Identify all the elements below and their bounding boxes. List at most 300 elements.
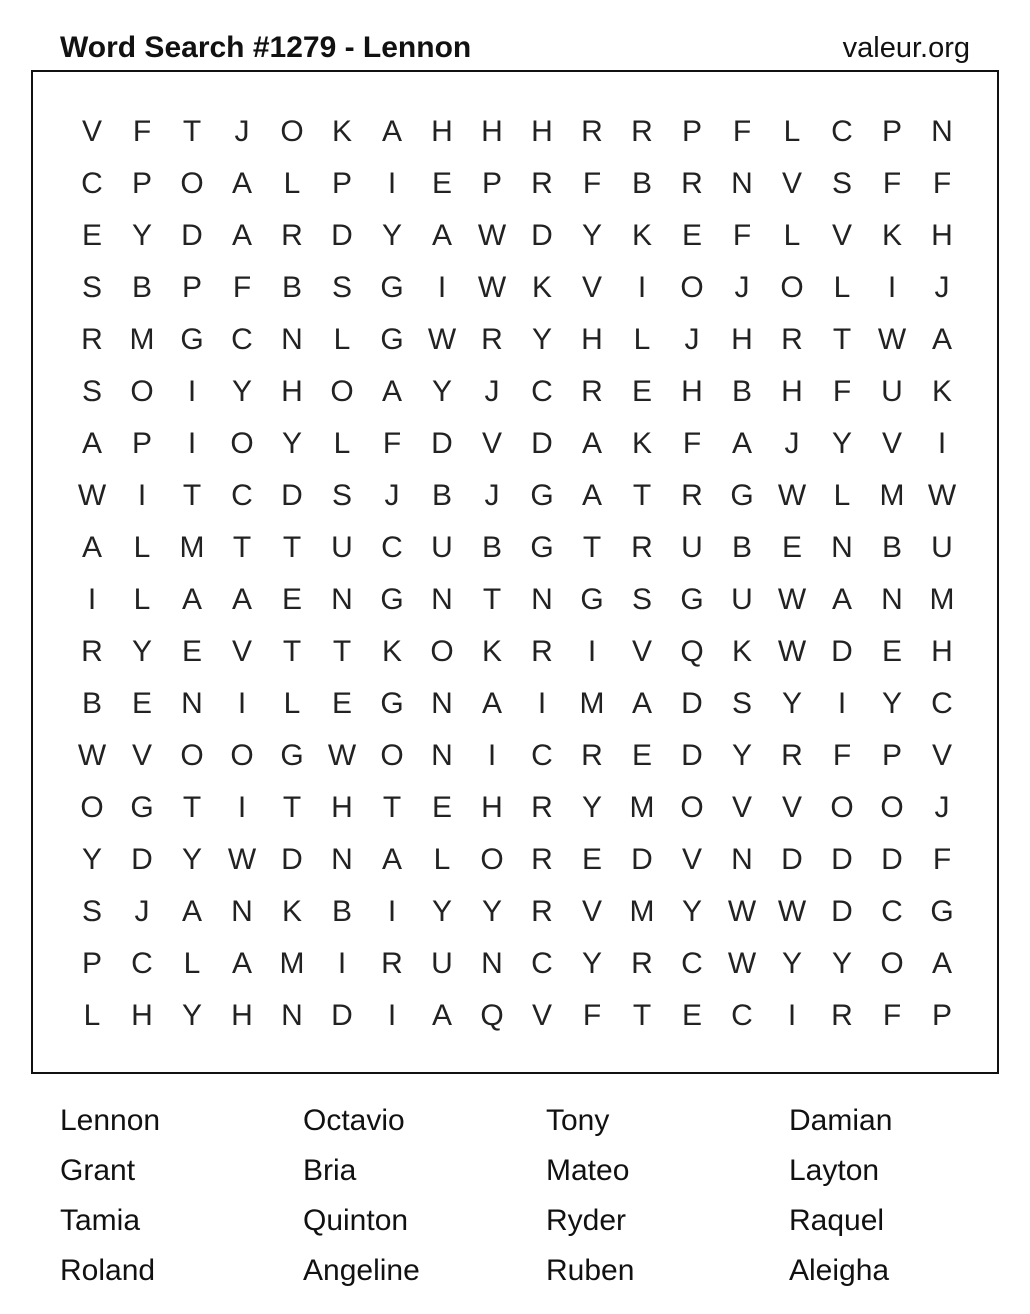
grid-cell[interactable]: T <box>382 791 402 824</box>
grid-cell[interactable]: E <box>781 531 802 564</box>
grid-cell[interactable]: T <box>582 531 602 564</box>
grid-cell[interactable]: S <box>81 375 102 408</box>
grid-cell[interactable]: E <box>431 791 452 824</box>
grid-cell[interactable]: U <box>881 375 903 408</box>
grid-cell[interactable]: L <box>133 583 151 616</box>
grid-cell[interactable]: E <box>681 219 702 252</box>
grid-cell[interactable]: T <box>482 583 502 616</box>
grid-cell[interactable]: Y <box>181 999 202 1032</box>
grid-cell[interactable]: N <box>231 895 253 928</box>
grid-cell[interactable]: H <box>931 219 953 252</box>
grid-cell[interactable]: D <box>831 635 853 668</box>
grid-cell[interactable]: B <box>631 167 652 200</box>
grid-cell[interactable]: C <box>81 167 103 200</box>
grid-cell[interactable]: G <box>180 323 204 356</box>
grid-cell[interactable]: E <box>181 635 202 668</box>
grid-cell[interactable]: V <box>581 271 602 304</box>
grid-cell[interactable]: G <box>930 895 954 928</box>
grid-cell[interactable]: H <box>431 115 453 148</box>
grid-cell[interactable]: Y <box>431 375 452 408</box>
grid-cell[interactable]: E <box>581 843 602 876</box>
grid-cell[interactable]: A <box>231 219 252 252</box>
grid-cell[interactable]: U <box>431 947 453 980</box>
grid-cell[interactable]: N <box>281 999 303 1032</box>
grid-cell[interactable]: U <box>731 583 753 616</box>
grid-cell[interactable]: M <box>629 791 655 824</box>
grid-cell[interactable]: R <box>281 219 303 252</box>
grid-cell[interactable]: V <box>831 219 852 252</box>
grid-cell[interactable]: W <box>427 323 457 356</box>
grid-cell[interactable]: R <box>831 999 853 1032</box>
grid-cell[interactable]: Y <box>231 375 252 408</box>
grid-cell[interactable]: A <box>631 687 652 720</box>
grid-cell[interactable]: N <box>331 583 353 616</box>
grid-cell[interactable]: G <box>130 791 154 824</box>
grid-cell[interactable]: R <box>631 947 653 980</box>
grid-cell[interactable]: P <box>331 167 352 200</box>
grid-cell[interactable]: L <box>783 115 801 148</box>
grid-cell[interactable]: I <box>887 271 897 304</box>
grid-cell[interactable]: H <box>331 791 353 824</box>
grid-cell[interactable]: N <box>431 583 453 616</box>
grid-cell[interactable]: N <box>181 687 203 720</box>
grid-cell[interactable]: O <box>280 115 304 148</box>
grid-cell[interactable]: B <box>731 375 752 408</box>
grid-cell[interactable]: V <box>81 115 102 148</box>
grid-cell[interactable]: I <box>437 271 447 304</box>
grid-cell[interactable]: K <box>931 375 952 408</box>
grid-cell[interactable]: J <box>384 479 400 512</box>
grid-cell[interactable]: Y <box>381 219 402 252</box>
grid-cell[interactable]: G <box>730 479 754 512</box>
grid-cell[interactable]: H <box>531 115 553 148</box>
grid-cell[interactable]: T <box>282 531 302 564</box>
grid-cell[interactable]: K <box>881 219 902 252</box>
grid-cell[interactable]: I <box>237 791 247 824</box>
grid-cell[interactable]: I <box>187 375 197 408</box>
grid-cell[interactable]: R <box>531 843 553 876</box>
grid-cell[interactable]: F <box>932 167 952 200</box>
grid-cell[interactable]: N <box>331 843 353 876</box>
grid-cell[interactable]: O <box>180 739 204 772</box>
grid-cell[interactable]: C <box>531 739 553 772</box>
grid-cell[interactable]: O <box>180 167 204 200</box>
grid-cell[interactable]: H <box>781 375 803 408</box>
grid-cell[interactable]: I <box>487 739 497 772</box>
grid-cell[interactable]: C <box>531 375 553 408</box>
grid-cell[interactable]: V <box>731 791 752 824</box>
grid-cell[interactable]: I <box>937 427 947 460</box>
grid-cell[interactable]: I <box>837 687 847 720</box>
grid-cell[interactable]: I <box>587 635 597 668</box>
grid-cell[interactable]: E <box>281 583 302 616</box>
grid-cell[interactable]: O <box>330 375 354 408</box>
grid-cell[interactable]: D <box>281 479 303 512</box>
grid-cell[interactable]: V <box>531 999 552 1032</box>
grid-cell[interactable]: W <box>777 583 807 616</box>
grid-cell[interactable]: G <box>380 583 404 616</box>
grid-cell[interactable]: V <box>781 791 802 824</box>
grid-cell[interactable]: E <box>631 739 652 772</box>
grid-cell[interactable]: N <box>431 687 453 720</box>
grid-cell[interactable]: L <box>833 271 851 304</box>
grid-cell[interactable]: A <box>931 947 952 980</box>
grid-cell[interactable]: I <box>187 427 197 460</box>
grid-cell[interactable]: D <box>281 843 303 876</box>
grid-cell[interactable]: W <box>77 739 107 772</box>
grid-cell[interactable]: Y <box>831 947 852 980</box>
grid-cell[interactable]: R <box>681 479 703 512</box>
grid-cell[interactable]: L <box>783 219 801 252</box>
grid-cell[interactable]: R <box>581 739 603 772</box>
grid-cell[interactable]: L <box>283 167 301 200</box>
grid-cell[interactable]: C <box>231 479 253 512</box>
grid-cell[interactable]: K <box>381 635 402 668</box>
grid-cell[interactable]: J <box>484 375 500 408</box>
grid-cell[interactable]: B <box>481 531 502 564</box>
grid-cell[interactable]: W <box>777 635 807 668</box>
grid-cell[interactable]: R <box>631 531 653 564</box>
grid-cell[interactable]: B <box>131 271 152 304</box>
grid-cell[interactable]: M <box>629 895 655 928</box>
grid-cell[interactable]: G <box>580 583 604 616</box>
grid-cell[interactable]: M <box>929 583 955 616</box>
grid-cell[interactable]: N <box>881 583 903 616</box>
grid-cell[interactable]: O <box>480 843 504 876</box>
grid-cell[interactable]: D <box>431 427 453 460</box>
grid-cell[interactable]: A <box>231 583 252 616</box>
grid-cell[interactable]: L <box>333 427 351 460</box>
grid-cell[interactable]: T <box>282 791 302 824</box>
grid-cell[interactable]: I <box>387 895 397 928</box>
grid-cell[interactable]: W <box>727 895 757 928</box>
grid-cell[interactable]: R <box>581 375 603 408</box>
grid-cell[interactable]: F <box>382 427 402 460</box>
grid-cell[interactable]: Y <box>681 895 702 928</box>
grid-cell[interactable]: G <box>280 739 304 772</box>
grid-cell[interactable]: Y <box>581 947 602 980</box>
grid-cell[interactable]: V <box>481 427 502 460</box>
grid-cell[interactable]: Q <box>480 999 504 1032</box>
grid-cell[interactable]: F <box>882 167 902 200</box>
grid-cell[interactable]: C <box>231 323 253 356</box>
grid-cell[interactable]: D <box>631 843 653 876</box>
grid-cell[interactable]: M <box>879 479 905 512</box>
grid-cell[interactable]: V <box>131 739 152 772</box>
grid-cell[interactable]: K <box>331 115 352 148</box>
grid-cell[interactable]: N <box>481 947 503 980</box>
grid-cell[interactable]: L <box>283 687 301 720</box>
grid-cell[interactable]: A <box>431 219 452 252</box>
grid-cell[interactable]: A <box>181 583 202 616</box>
grid-cell[interactable]: A <box>381 115 402 148</box>
grid-cell[interactable]: P <box>881 739 902 772</box>
grid-cell[interactable]: N <box>731 167 753 200</box>
grid-cell[interactable]: L <box>833 479 851 512</box>
grid-cell[interactable]: V <box>781 167 802 200</box>
grid-cell[interactable]: C <box>381 531 403 564</box>
grid-cell[interactable]: O <box>130 375 154 408</box>
grid-cell[interactable]: S <box>331 271 352 304</box>
grid-cell[interactable]: Y <box>131 635 152 668</box>
grid-cell[interactable]: T <box>182 791 202 824</box>
grid-cell[interactable]: H <box>731 323 753 356</box>
grid-cell[interactable]: F <box>832 739 852 772</box>
grid-cell[interactable]: R <box>531 635 553 668</box>
grid-cell[interactable]: J <box>234 115 250 148</box>
grid-cell[interactable]: A <box>381 843 402 876</box>
grid-cell[interactable]: D <box>531 427 553 460</box>
grid-cell[interactable]: F <box>732 115 752 148</box>
grid-cell[interactable]: O <box>780 271 804 304</box>
grid-cell[interactable]: A <box>431 999 452 1032</box>
grid-cell[interactable]: P <box>131 427 152 460</box>
grid-cell[interactable]: N <box>931 115 953 148</box>
grid-cell[interactable]: R <box>81 635 103 668</box>
grid-cell[interactable]: W <box>227 843 257 876</box>
grid-cell[interactable]: L <box>433 843 451 876</box>
grid-cell[interactable]: W <box>777 895 807 928</box>
grid-cell[interactable]: W <box>927 479 957 512</box>
grid-cell[interactable]: U <box>331 531 353 564</box>
grid-cell[interactable]: G <box>530 531 554 564</box>
grid-cell[interactable]: R <box>631 115 653 148</box>
grid-cell[interactable]: H <box>481 791 503 824</box>
grid-cell[interactable]: A <box>381 375 402 408</box>
grid-cell[interactable]: M <box>579 687 605 720</box>
grid-cell[interactable]: P <box>181 271 202 304</box>
grid-cell[interactable]: C <box>131 947 153 980</box>
grid-cell[interactable]: N <box>431 739 453 772</box>
grid-cell[interactable]: L <box>333 323 351 356</box>
grid-cell[interactable]: H <box>481 115 503 148</box>
grid-cell[interactable]: F <box>882 999 902 1032</box>
grid-cell[interactable]: Q <box>680 635 704 668</box>
grid-cell[interactable]: O <box>230 427 254 460</box>
grid-cell[interactable]: L <box>133 531 151 564</box>
grid-cell[interactable]: S <box>81 271 102 304</box>
grid-cell[interactable]: D <box>131 843 153 876</box>
grid-cell[interactable]: O <box>680 271 704 304</box>
grid-cell[interactable]: W <box>877 323 907 356</box>
grid-cell[interactable]: V <box>681 843 702 876</box>
grid-cell[interactable]: U <box>931 531 953 564</box>
grid-cell[interactable]: R <box>531 895 553 928</box>
grid-cell[interactable]: S <box>831 167 852 200</box>
grid-cell[interactable]: O <box>830 791 854 824</box>
grid-cell[interactable]: H <box>931 635 953 668</box>
grid-cell[interactable]: W <box>477 271 507 304</box>
grid-cell[interactable]: C <box>831 115 853 148</box>
grid-cell[interactable]: O <box>880 791 904 824</box>
grid-cell[interactable]: B <box>281 271 302 304</box>
grid-cell[interactable]: Y <box>781 687 802 720</box>
grid-cell[interactable]: Y <box>881 687 902 720</box>
grid-cell[interactable]: I <box>237 687 247 720</box>
grid-cell[interactable]: P <box>481 167 502 200</box>
grid-cell[interactable]: B <box>431 479 452 512</box>
grid-cell[interactable]: W <box>327 739 357 772</box>
grid-cell[interactable]: R <box>381 947 403 980</box>
grid-cell[interactable]: B <box>881 531 902 564</box>
grid-cell[interactable]: H <box>681 375 703 408</box>
grid-cell[interactable]: K <box>281 895 302 928</box>
grid-cell[interactable]: C <box>931 687 953 720</box>
grid-cell[interactable]: R <box>531 167 553 200</box>
grid-cell[interactable]: P <box>931 999 952 1032</box>
grid-cell[interactable]: R <box>781 739 803 772</box>
grid-cell[interactable]: T <box>232 531 252 564</box>
grid-cell[interactable]: F <box>232 271 252 304</box>
grid-cell[interactable]: F <box>932 843 952 876</box>
grid-cell[interactable]: L <box>83 999 101 1032</box>
grid-cell[interactable]: H <box>131 999 153 1032</box>
grid-cell[interactable]: J <box>684 323 700 356</box>
grid-cell[interactable]: O <box>380 739 404 772</box>
grid-cell[interactable]: Y <box>581 791 602 824</box>
grid-cell[interactable]: Y <box>431 895 452 928</box>
grid-cell[interactable]: A <box>581 427 602 460</box>
grid-cell[interactable]: P <box>881 115 902 148</box>
grid-cell[interactable]: K <box>531 271 552 304</box>
grid-cell[interactable]: N <box>281 323 303 356</box>
grid-cell[interactable]: D <box>681 739 703 772</box>
grid-cell[interactable]: Y <box>181 843 202 876</box>
grid-cell[interactable]: C <box>881 895 903 928</box>
grid-cell[interactable]: E <box>81 219 102 252</box>
grid-cell[interactable]: I <box>137 479 147 512</box>
grid-cell[interactable]: C <box>681 947 703 980</box>
grid-cell[interactable]: I <box>387 167 397 200</box>
grid-cell[interactable]: I <box>337 947 347 980</box>
grid-cell[interactable]: Y <box>781 947 802 980</box>
grid-cell[interactable]: E <box>881 635 902 668</box>
grid-cell[interactable]: D <box>181 219 203 252</box>
grid-cell[interactable]: G <box>380 687 404 720</box>
grid-cell[interactable]: S <box>731 687 752 720</box>
grid-cell[interactable]: Y <box>81 843 102 876</box>
grid-cell[interactable]: D <box>781 843 803 876</box>
grid-cell[interactable]: F <box>832 375 852 408</box>
grid-cell[interactable]: G <box>380 271 404 304</box>
grid-cell[interactable]: D <box>331 999 353 1032</box>
grid-cell[interactable]: A <box>81 531 102 564</box>
grid-cell[interactable]: A <box>231 947 252 980</box>
grid-cell[interactable]: A <box>581 479 602 512</box>
grid-cell[interactable]: W <box>477 219 507 252</box>
grid-cell[interactable]: V <box>581 895 602 928</box>
grid-cell[interactable]: P <box>681 115 702 148</box>
grid-cell[interactable]: F <box>582 167 602 200</box>
grid-cell[interactable]: F <box>132 115 152 148</box>
grid-cell[interactable]: E <box>331 687 352 720</box>
grid-cell[interactable]: M <box>129 323 155 356</box>
grid-cell[interactable]: I <box>537 687 547 720</box>
grid-cell[interactable]: R <box>581 115 603 148</box>
grid-cell[interactable]: O <box>80 791 104 824</box>
grid-cell[interactable]: J <box>484 479 500 512</box>
grid-cell[interactable]: R <box>531 791 553 824</box>
grid-cell[interactable]: T <box>832 323 852 356</box>
grid-cell[interactable]: S <box>81 895 102 928</box>
grid-cell[interactable]: J <box>134 895 150 928</box>
grid-cell[interactable]: R <box>481 323 503 356</box>
grid-cell[interactable]: F <box>582 999 602 1032</box>
grid-cell[interactable]: J <box>934 271 950 304</box>
grid-cell[interactable]: O <box>430 635 454 668</box>
grid-cell[interactable]: P <box>81 947 102 980</box>
grid-cell[interactable]: F <box>732 219 752 252</box>
grid-cell[interactable]: V <box>881 427 902 460</box>
grid-cell[interactable]: Y <box>281 427 302 460</box>
grid-cell[interactable]: B <box>731 531 752 564</box>
grid-cell[interactable]: Y <box>731 739 752 772</box>
grid-cell[interactable]: K <box>631 427 652 460</box>
grid-cell[interactable]: A <box>831 583 852 616</box>
grid-cell[interactable]: T <box>632 999 652 1032</box>
grid-cell[interactable]: I <box>387 999 397 1032</box>
grid-cell[interactable]: O <box>680 791 704 824</box>
grid-cell[interactable]: W <box>727 947 757 980</box>
grid-cell[interactable]: E <box>131 687 152 720</box>
grid-cell[interactable]: D <box>831 843 853 876</box>
grid-cell[interactable]: N <box>531 583 553 616</box>
grid-cell[interactable]: E <box>681 999 702 1032</box>
grid-cell[interactable]: I <box>637 271 647 304</box>
grid-cell[interactable]: K <box>731 635 752 668</box>
grid-cell[interactable]: R <box>781 323 803 356</box>
grid-cell[interactable]: D <box>331 219 353 252</box>
grid-cell[interactable]: Y <box>531 323 552 356</box>
grid-cell[interactable]: U <box>431 531 453 564</box>
grid-cell[interactable]: H <box>231 999 253 1032</box>
grid-cell[interactable]: A <box>231 167 252 200</box>
grid-cell[interactable]: J <box>734 271 750 304</box>
grid-cell[interactable]: B <box>81 687 102 720</box>
grid-cell[interactable]: Y <box>481 895 502 928</box>
grid-cell[interactable]: C <box>531 947 553 980</box>
grid-cell[interactable]: N <box>831 531 853 564</box>
grid-cell[interactable]: D <box>681 687 703 720</box>
grid-cell[interactable]: O <box>230 739 254 772</box>
grid-cell[interactable]: T <box>332 635 352 668</box>
grid-cell[interactable]: G <box>380 323 404 356</box>
grid-cell[interactable]: V <box>931 739 952 772</box>
grid-cell[interactable]: I <box>87 583 97 616</box>
grid-cell[interactable]: G <box>680 583 704 616</box>
grid-cell[interactable]: J <box>934 791 950 824</box>
grid-cell[interactable]: K <box>631 219 652 252</box>
grid-cell[interactable]: A <box>731 427 752 460</box>
grid-cell[interactable]: M <box>279 947 305 980</box>
grid-cell[interactable]: T <box>182 115 202 148</box>
grid-cell[interactable]: A <box>181 895 202 928</box>
grid-cell[interactable]: U <box>681 531 703 564</box>
grid-cell[interactable]: P <box>131 167 152 200</box>
grid-cell[interactable]: Y <box>581 219 602 252</box>
grid-cell[interactable]: A <box>481 687 502 720</box>
grid-cell[interactable]: W <box>777 479 807 512</box>
grid-cell[interactable]: L <box>633 323 651 356</box>
grid-cell[interactable]: D <box>831 895 853 928</box>
grid-cell[interactable]: K <box>481 635 502 668</box>
grid-cell[interactable]: A <box>931 323 952 356</box>
grid-cell[interactable]: I <box>787 999 797 1032</box>
grid-cell[interactable]: C <box>731 999 753 1032</box>
grid-cell[interactable]: H <box>281 375 303 408</box>
grid-cell[interactable]: N <box>731 843 753 876</box>
grid-cell[interactable]: J <box>784 427 800 460</box>
